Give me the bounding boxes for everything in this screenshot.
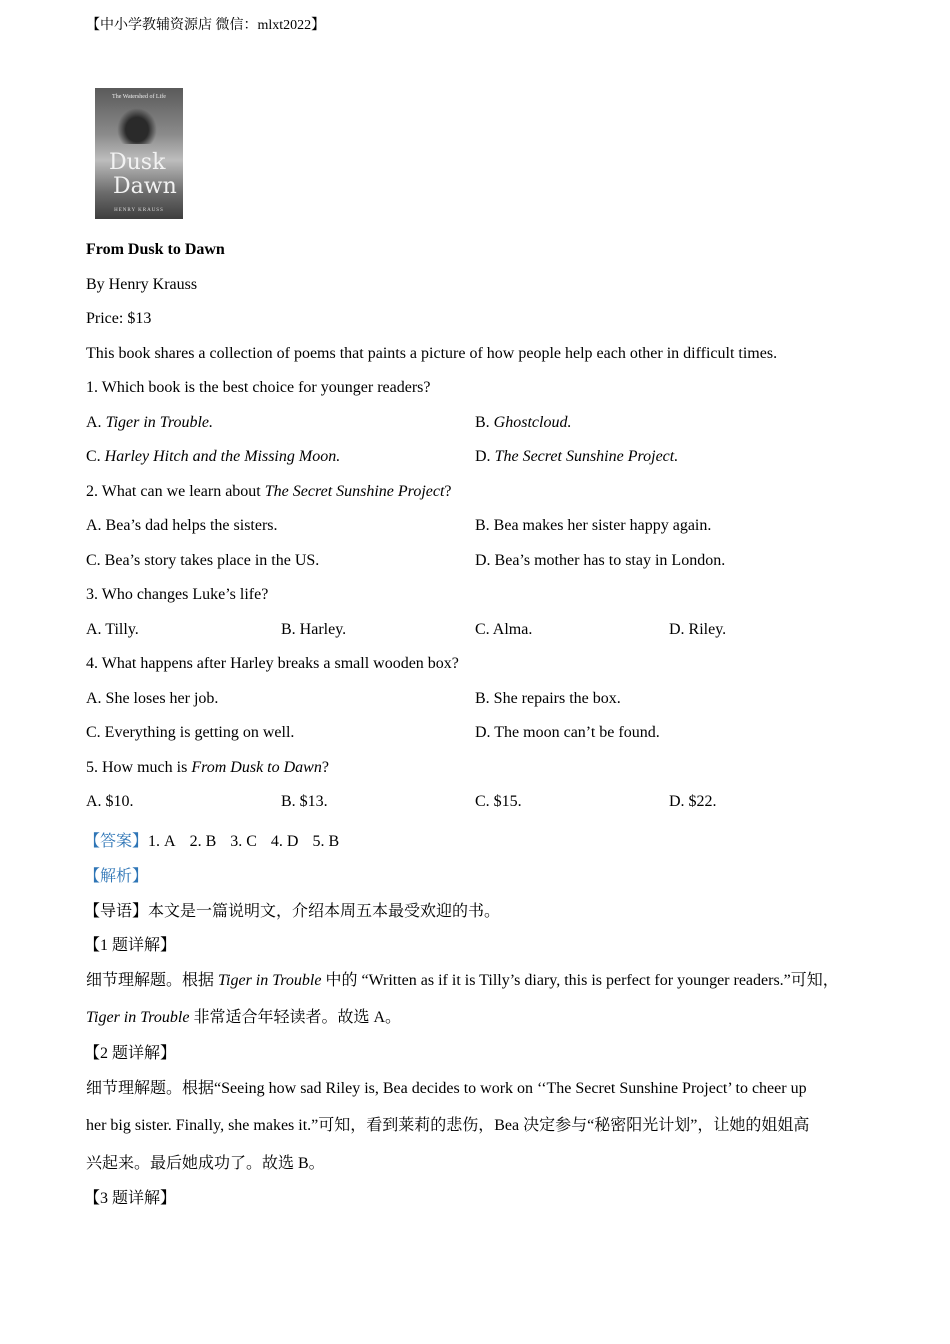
book-author: By Henry Krauss (86, 276, 198, 293)
question-5-stem: 5. How much is From Dusk to Dawn? (86, 759, 329, 776)
q2-option-b: B. Bea makes her sister happy again. (475, 517, 712, 534)
q4-option-d: D. The moon can’t be found. (475, 724, 660, 741)
detail-3-label: 【3 题详解】 (84, 1190, 177, 1207)
q2-option-d: D. Bea’s mother has to stay in London. (475, 552, 726, 569)
cover-small-title: The Watershed of Life (112, 94, 166, 100)
cover-ship-illustration (117, 108, 157, 144)
answer-item: 4. D (270, 833, 299, 850)
detail-2-label: 【2 题详解】 (84, 1045, 177, 1062)
answer-item: 5. B (312, 833, 340, 850)
q3-option-a: A. Tilly. (86, 621, 139, 638)
book-cover-image (95, 88, 183, 219)
source-header: 【中小学教辅资源店 微信：mlxt2022】 (86, 18, 326, 33)
q2-option-c: C. Bea’s story takes place in the US. (86, 552, 320, 569)
detail-1-line-1: 细节理解题。根据 Tiger in Trouble 中的 “Written as if it is Tilly’s diary, this is perfect for younger readers.”可知， (86, 972, 839, 989)
answer-item: 2. B (189, 833, 217, 850)
q3-option-b: B. Harley. (281, 621, 347, 638)
q3-option-c: C. Alma. (475, 621, 533, 638)
analysis-label: 【解析】 (84, 868, 149, 885)
detail-1-label: 【1 题详解】 (84, 937, 177, 954)
cover-word-dawn: Dawn (113, 174, 177, 199)
q1-option-d: D. The Secret Sunshine Project. (475, 448, 679, 465)
q1-option-b: B. Ghostcloud. (475, 414, 572, 431)
book-title: From Dusk to Dawn (86, 241, 225, 258)
q1-option-a: A. Tiger in Trouble. (86, 414, 213, 431)
detail-1-line-2: Tiger in Trouble 非常适合年轻读者。故选 A。 (86, 1009, 401, 1026)
q4-option-a: A. She loses her job. (86, 690, 219, 707)
answer-item: 3. C (230, 833, 257, 850)
detail-2-line-2: her big sister. Finally, she makes it.”可知，看到莱莉的悲伤，Bea 决定参与“秘密阳光计划”，让她的姐姐高 (86, 1117, 810, 1134)
cover-author: HENRY KRAUSS (114, 208, 164, 213)
answer-key (84, 828, 353, 851)
q4-option-c: C. Everything is getting on well. (86, 724, 295, 741)
answer-label: 【答案】 (84, 833, 149, 850)
question-2-stem: 2. What can we learn about The Secret Sunshine Project? (86, 483, 452, 500)
q2-option-a: A. Bea’s dad helps the sisters. (86, 517, 278, 534)
book-description: This book shares a collection of poems that paints a picture of how people help each other in difficult times. (86, 345, 778, 362)
q4-option-b: B. She repairs the box. (475, 690, 621, 707)
question-4-stem: 4. What happens after Harley breaks a small wooden box? (86, 655, 459, 672)
q5-option-b: B. $13. (281, 793, 328, 810)
q5-option-a: A. $10. (86, 793, 134, 810)
detail-2-line-3: 兴起来。最后她成功了。故选 B。 (86, 1155, 325, 1172)
q3-option-d: D. Riley. (669, 621, 727, 638)
q1-option-c: C. Harley Hitch and the Missing Moon. (86, 448, 341, 465)
answer-item: 1. A (148, 833, 176, 850)
q5-option-c: C. $15. (475, 793, 522, 810)
question-3-stem: 3. Who changes Luke’s life? (86, 586, 269, 603)
book-price: Price: $13 (86, 310, 152, 327)
question-1-stem: 1. Which book is the best choice for younger readers? (86, 379, 431, 396)
intro-text: 【导语】本文是一篇说明文，介绍本周五本最受欢迎的书。 (84, 903, 501, 920)
cover-word-dusk: Dusk (109, 150, 166, 175)
q5-option-d: D. $22. (669, 793, 717, 810)
detail-2-line-1: 细节理解题。根据“Seeing how sad Riley is, Bea decides to work on ‘‘The Secret Sunshine Project’ to cheer up (86, 1080, 807, 1097)
